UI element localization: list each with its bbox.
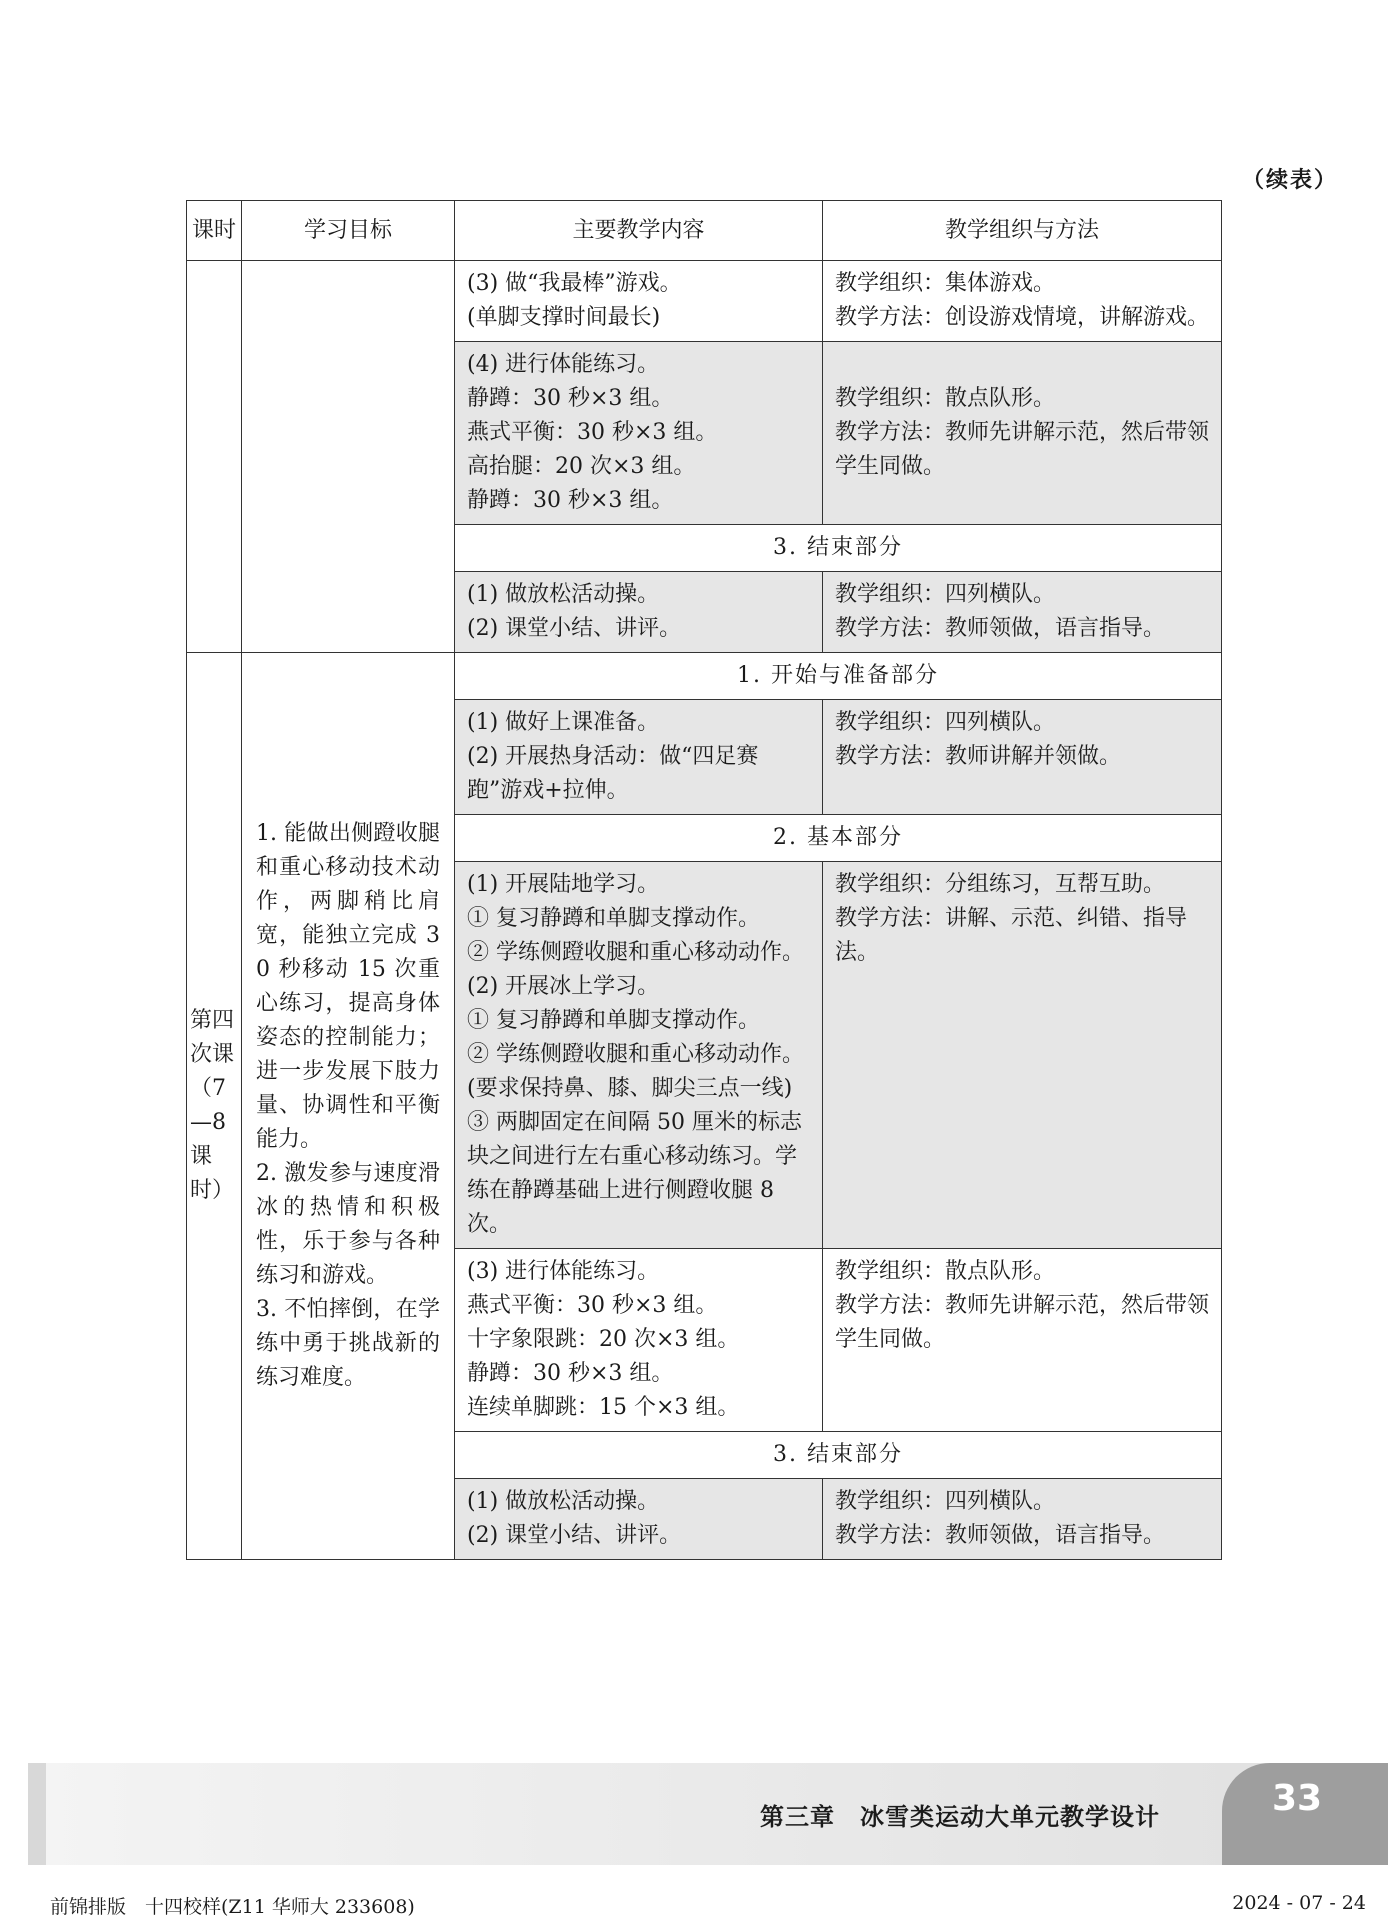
content-line: (4) 进行体能练习。: [467, 352, 660, 377]
content-line: (2) 开展热身活动：做“四足赛跑”游戏+拉伸。: [467, 744, 759, 803]
section-heading-basic: 2. 基本部分: [455, 815, 1222, 862]
goal-item: 2. 激发参与速度滑冰的热情和积极性，乐于参与各种练习和游戏。: [256, 1161, 440, 1288]
lesson-cell-prev: [187, 261, 242, 653]
content-line: ③ 两脚固定在间隔 50 厘米的标志块之间进行左右重心移动练习。学练在静蹲基础上进行侧蹬收腿 8 次。: [467, 1110, 802, 1237]
method-line: 教学组织：四列横队。: [835, 1489, 1056, 1514]
lesson-plan-table: [186, 200, 1222, 1560]
content-cell: [455, 862, 823, 1249]
method-line: 教学组织：四列横队。: [835, 582, 1056, 607]
method-line: 教学方法：创设游戏情境，讲解游戏。: [835, 305, 1210, 330]
content-line: (1) 做放松活动操。: [467, 582, 660, 607]
chapter-title: 第三章 冰雪类运动大单元教学设计: [760, 1803, 1160, 1831]
content-line: 静蹲：30 秒×3 组。: [467, 386, 674, 411]
content-line: (3) 进行体能练习。: [467, 1259, 660, 1284]
footer-edge: [28, 1763, 46, 1865]
content-line: 高抬腿：20 次×3 组。: [467, 454, 696, 479]
goal-item: 1. 能做出侧蹬收腿和重心移动技术动作，两脚稍比肩宽，能独立完成 30 秒移动 15 次重心练习，提高身体姿态的控制能力；进一步发展下肢力量、协调性和平衡能力。: [256, 821, 440, 1152]
method-cell: [823, 1249, 1222, 1432]
lesson-label-cell: 第四次课（7—8 课时）: [187, 653, 242, 1560]
method-line: 教学组织：四列横队。: [835, 710, 1056, 735]
content-line: (3) 做“我最棒”游戏。: [467, 271, 682, 296]
content-cell: [455, 572, 823, 653]
content-line: 静蹲：30 秒×3 组。: [467, 488, 674, 513]
method-line: 教学组织：散点队形。: [835, 386, 1056, 411]
content-line: (1) 开展陆地学习。: [467, 872, 660, 897]
header-goal: 学习目标: [242, 201, 455, 261]
table-row: [187, 261, 1222, 342]
content-cell: [455, 261, 823, 342]
content-line: (1) 做好上课准备。: [467, 710, 660, 735]
content-cell: [455, 700, 823, 815]
content-line: ② 学练侧蹬收腿和重心移动动作。: [467, 940, 804, 965]
proof-date: 2024 - 07 - 24: [1232, 1892, 1366, 1914]
content-line: (要求保持鼻、膝、脚尖三点一线): [467, 1076, 793, 1101]
goal-item: 3. 不怕摔倒，在学练中勇于挑战新的练习难度。: [256, 1297, 440, 1390]
section-heading-end: 3. 结束部分: [455, 525, 1222, 572]
content-line: ① 复习静蹲和单脚支撑动作。: [467, 1008, 760, 1033]
method-cell: [823, 572, 1222, 653]
method-cell: [823, 1479, 1222, 1560]
content-line: 十字象限跳：20 次×3 组。: [467, 1327, 740, 1352]
section-heading-start: 1. 开始与准备部分: [455, 653, 1222, 700]
method-cell: [823, 700, 1222, 815]
content-line: (2) 开展冰上学习。: [467, 974, 660, 999]
method-line: 教学组织：集体游戏。: [835, 271, 1056, 296]
content-line: (单脚支撑时间最长): [467, 305, 661, 330]
method-cell: [823, 862, 1222, 1249]
method-line: 教学方法：教师先讲解示范，然后带领学生同做。: [835, 1293, 1210, 1352]
method-line: 教学方法：讲解、示范、纠错、指导法。: [835, 906, 1188, 965]
method-line: 教学方法：教师领做，语言指导。: [835, 616, 1166, 641]
content-cell: [455, 1249, 823, 1432]
content-cell: [455, 1479, 823, 1560]
content-line: ① 复习静蹲和单脚支撑动作。: [467, 906, 760, 931]
header-lesson: 课时: [187, 201, 242, 261]
method-line: 教学组织：分组练习，互帮互助。: [835, 872, 1166, 897]
header-method: 教学组织与方法: [823, 201, 1222, 261]
method-cell: [823, 342, 1222, 525]
content-line: 连续单脚跳：15 个×3 组。: [467, 1395, 740, 1420]
page-number: 33: [1271, 1778, 1323, 1819]
content-line: (2) 课堂小结、讲评。: [467, 616, 682, 641]
content-line: (2) 课堂小结、讲评。: [467, 1523, 682, 1548]
footer-band: [28, 1763, 1388, 1865]
method-line: 教学方法：教师先讲解示范，然后带领学生同做。: [835, 420, 1210, 479]
section-row: [187, 653, 1222, 700]
content-line: 燕式平衡：30 秒×3 组。: [467, 420, 718, 445]
learning-goals-cell: [242, 653, 455, 1560]
goal-cell-prev: [242, 261, 455, 653]
method-line: 教学组织：散点队形。: [835, 1259, 1056, 1284]
method-line: 教学方法：教师领做，语言指导。: [835, 1523, 1166, 1548]
header-content: 主要教学内容: [455, 201, 823, 261]
method-line: 教学方法：教师讲解并领做。: [835, 744, 1122, 769]
content-cell: [455, 342, 823, 525]
content-line: 静蹲：30 秒×3 组。: [467, 1361, 674, 1386]
content-line: (1) 做放松活动操。: [467, 1489, 660, 1514]
table-header-row: [187, 201, 1222, 261]
section-heading-end: 3. 结束部分: [455, 1432, 1222, 1479]
proof-note: 前锦排版 十四校样(Z11 华师大 233608): [50, 1896, 415, 1918]
method-cell: [823, 261, 1222, 342]
continued-label: （续表）: [1241, 168, 1338, 193]
content-line: ② 学练侧蹬收腿和重心移动动作。: [467, 1042, 804, 1067]
content-line: 燕式平衡：30 秒×3 组。: [467, 1293, 718, 1318]
